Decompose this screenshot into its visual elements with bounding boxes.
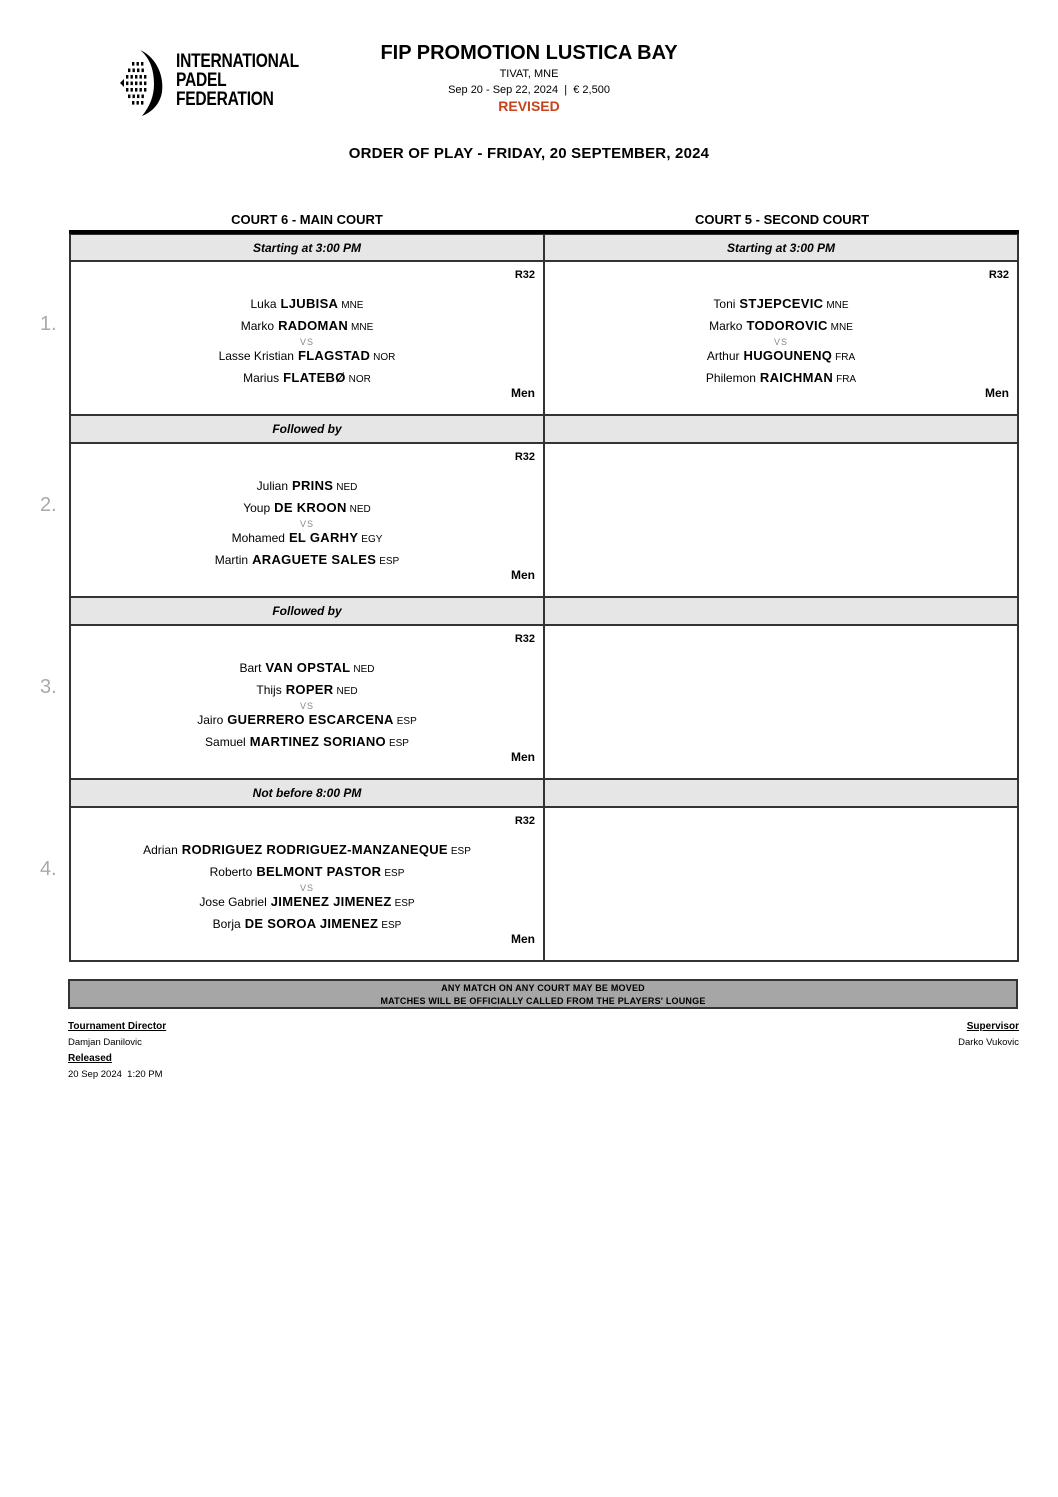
player-first-name: Julian — [256, 479, 288, 493]
tournament-director-label: Tournament Director — [68, 1021, 167, 1032]
court-5-match-cell — [545, 444, 1019, 598]
court-5-header: COURT 5 - SECOND COURT — [694, 212, 870, 227]
player-first-name: Samuel — [205, 735, 246, 749]
slot-time-row — [69, 416, 1019, 444]
match-players — [545, 294, 1017, 390]
player — [71, 892, 543, 914]
player-last-name: BELMONT PASTOR — [256, 864, 382, 879]
player-last-name: ROPER — [285, 682, 334, 697]
player-nationality: MNE — [351, 322, 374, 333]
player-first-name: Roberto — [209, 865, 253, 879]
player-last-name: GUERRERO ESCARCENA — [227, 712, 394, 727]
court-5-match-cell — [545, 262, 1019, 416]
player-first-name: Borja — [212, 917, 241, 931]
player-last-name: JIMENEZ JIMENEZ — [270, 894, 392, 909]
player-nationality: NOR — [348, 374, 371, 385]
player-nationality: NED — [349, 504, 371, 515]
match-players — [71, 840, 543, 936]
player-first-name: Philemon — [705, 371, 756, 385]
player-first-name: Marko — [709, 319, 743, 333]
logo-text: INTERNATIONAL PADEL FEDERATION — [176, 51, 299, 110]
match-round: R32 — [514, 451, 535, 463]
slot-match-row — [69, 444, 1019, 598]
slot-number: 1. — [40, 313, 57, 335]
match-category: Men — [511, 386, 535, 400]
player-last-name: FLAGSTAD — [297, 348, 371, 363]
order-of-play-title: ORDER OF PLAY - FRIDAY, 20 SEPTEMBER, 2024 — [348, 145, 710, 162]
match-category: Men — [511, 932, 535, 946]
slot-time-row — [69, 234, 1019, 262]
match-round: R32 — [514, 633, 535, 645]
tournament-director-name: Damjan Danilovic — [68, 1037, 142, 1048]
slot-match-row — [69, 808, 1019, 962]
player-nationality: ESP — [396, 716, 417, 727]
player-last-name: EL GARHY — [288, 530, 359, 545]
supervisor-name: Darko Vukovic — [958, 1037, 1019, 1048]
court-6-time-label: Followed by — [69, 416, 545, 444]
player — [545, 368, 1017, 390]
player — [545, 294, 1017, 316]
player — [71, 550, 543, 572]
player-nationality: NED — [336, 686, 358, 697]
player — [71, 840, 543, 862]
player-last-name: RODRIGUEZ RODRIGUEZ-MANZANEQUE — [181, 842, 448, 857]
player-first-name: Martin — [214, 553, 249, 567]
player-first-name: Arthur — [706, 349, 740, 363]
player-last-name: DE KROON — [274, 500, 347, 515]
notice-banner — [68, 979, 1018, 1009]
player-last-name: ARAGUETE SALES — [252, 552, 377, 567]
tournament-location: TIVAT, MNE — [499, 68, 559, 80]
player-last-name: HUGOUNENQ — [743, 348, 833, 363]
player-first-name: Youp — [243, 501, 271, 515]
player-nationality: FRA — [835, 352, 856, 363]
match-round: R32 — [514, 269, 535, 281]
player — [71, 710, 543, 732]
player-nationality: ESP — [379, 556, 400, 567]
match-category: Men — [985, 386, 1009, 400]
tournament-dates-prize: Sep 20 - Sep 22, 2024 | € 2,500 — [448, 84, 610, 96]
court-6-match-cell — [69, 262, 545, 416]
fip-logo — [118, 48, 299, 118]
versus-label: VS — [299, 701, 314, 711]
court-5-match-cell — [545, 626, 1019, 780]
player-last-name: VAN OPSTAL — [265, 660, 351, 675]
player-nationality: ESP — [450, 846, 471, 857]
player — [71, 294, 543, 316]
player-first-name: Toni — [713, 297, 736, 311]
player-first-name: Marko — [240, 319, 275, 333]
released-label: Released — [68, 1053, 112, 1064]
player — [545, 346, 1017, 368]
player — [71, 862, 543, 884]
court-5-time-label — [545, 780, 1019, 808]
match-category: Men — [511, 750, 535, 764]
player-last-name: RADOMAN — [278, 318, 349, 333]
player-last-name: TODOROVIC — [746, 318, 828, 333]
player-first-name: Jose Gabriel — [199, 895, 267, 909]
padel-ball-icon — [118, 48, 170, 118]
notice-line-2: MATCHES WILL BE OFFICIALLY CALLED FROM THE PLAYERS' LOUNGE — [380, 996, 706, 1006]
player-nationality: FRA — [836, 374, 857, 385]
player-first-name: Bart — [239, 661, 262, 675]
order-of-play-grid — [69, 230, 1019, 962]
player — [71, 658, 543, 680]
slot-number: 4. — [40, 858, 57, 880]
player-last-name: PRINS — [292, 478, 334, 493]
player-nationality: ESP — [388, 738, 409, 749]
player — [545, 316, 1017, 338]
revised-status: REVISED — [498, 98, 560, 114]
match-category: Men — [511, 568, 535, 582]
slot-match-row — [69, 626, 1019, 780]
versus-label: VS — [299, 519, 314, 529]
player-first-name: Mohamed — [231, 531, 285, 545]
versus-label: VS — [299, 883, 314, 893]
player-first-name: Jairo — [197, 713, 224, 727]
player-nationality: MNE — [341, 300, 364, 311]
match-players — [71, 476, 543, 572]
player-nationality: MNE — [826, 300, 849, 311]
player-last-name: FLATEBØ — [283, 370, 346, 385]
player — [71, 914, 543, 936]
player — [71, 680, 543, 702]
match-round: R32 — [514, 815, 535, 827]
court-6-match-cell — [69, 626, 545, 780]
player-nationality: ESP — [394, 898, 415, 909]
slot-number: 2. — [40, 494, 57, 516]
player-nationality: ESP — [384, 868, 405, 879]
player-nationality: ESP — [381, 920, 402, 931]
player — [71, 528, 543, 550]
court-6-time-label: Starting at 3:00 PM — [69, 234, 545, 262]
notice-line-1: ANY MATCH ON ANY COURT MAY BE MOVED — [441, 983, 645, 993]
versus-label: VS — [773, 337, 788, 347]
tournament-header — [329, 40, 729, 114]
player-first-name: Adrian — [143, 843, 178, 857]
player-nationality: NOR — [373, 352, 396, 363]
player-last-name: DE SOROA JIMENEZ — [244, 916, 379, 931]
released-value: 20 Sep 2024 1:20 PM — [68, 1069, 163, 1080]
court-6-header: COURT 6 - MAIN COURT — [231, 212, 383, 227]
player-last-name: RAICHMAN — [759, 370, 834, 385]
player-nationality: EGY — [361, 534, 383, 545]
player — [71, 368, 543, 390]
court-6-time-label: Not before 8:00 PM — [69, 780, 545, 808]
player — [71, 476, 543, 498]
player-last-name: STJEPCEVIC — [739, 296, 824, 311]
player-first-name: Marius — [243, 371, 280, 385]
slot-match-row — [69, 262, 1019, 416]
versus-label: VS — [299, 337, 314, 347]
slot-time-row — [69, 598, 1019, 626]
player — [71, 732, 543, 754]
player — [71, 346, 543, 368]
court-5-time-label — [545, 416, 1019, 444]
player-last-name: LJUBISA — [280, 296, 339, 311]
player-first-name: Lasse Kristian — [218, 349, 294, 363]
slot-time-row — [69, 780, 1019, 808]
court-5-time-label — [545, 598, 1019, 626]
court-6-match-cell — [69, 444, 545, 598]
court-5-time-label: Starting at 3:00 PM — [545, 234, 1019, 262]
player — [71, 316, 543, 338]
player-nationality: MNE — [830, 322, 853, 333]
match-players — [71, 658, 543, 754]
player-first-name: Thijs — [256, 683, 282, 697]
supervisor-label: Supervisor — [966, 1021, 1019, 1032]
court-5-match-cell — [545, 808, 1019, 962]
player-last-name: MARTINEZ SORIANO — [249, 734, 386, 749]
player-nationality: NED — [336, 482, 358, 493]
match-players — [71, 294, 543, 390]
player-nationality: NED — [353, 664, 375, 675]
court-6-match-cell — [69, 808, 545, 962]
player — [71, 498, 543, 520]
court-6-time-label: Followed by — [69, 598, 545, 626]
player-first-name: Luka — [250, 297, 277, 311]
tournament-title: FIP PROMOTION LUSTICA BAY — [380, 42, 678, 64]
match-round: R32 — [988, 269, 1009, 281]
slot-number: 3. — [40, 676, 57, 698]
supervisor-block — [958, 1021, 1019, 1048]
tournament-director-block — [68, 1021, 166, 1080]
